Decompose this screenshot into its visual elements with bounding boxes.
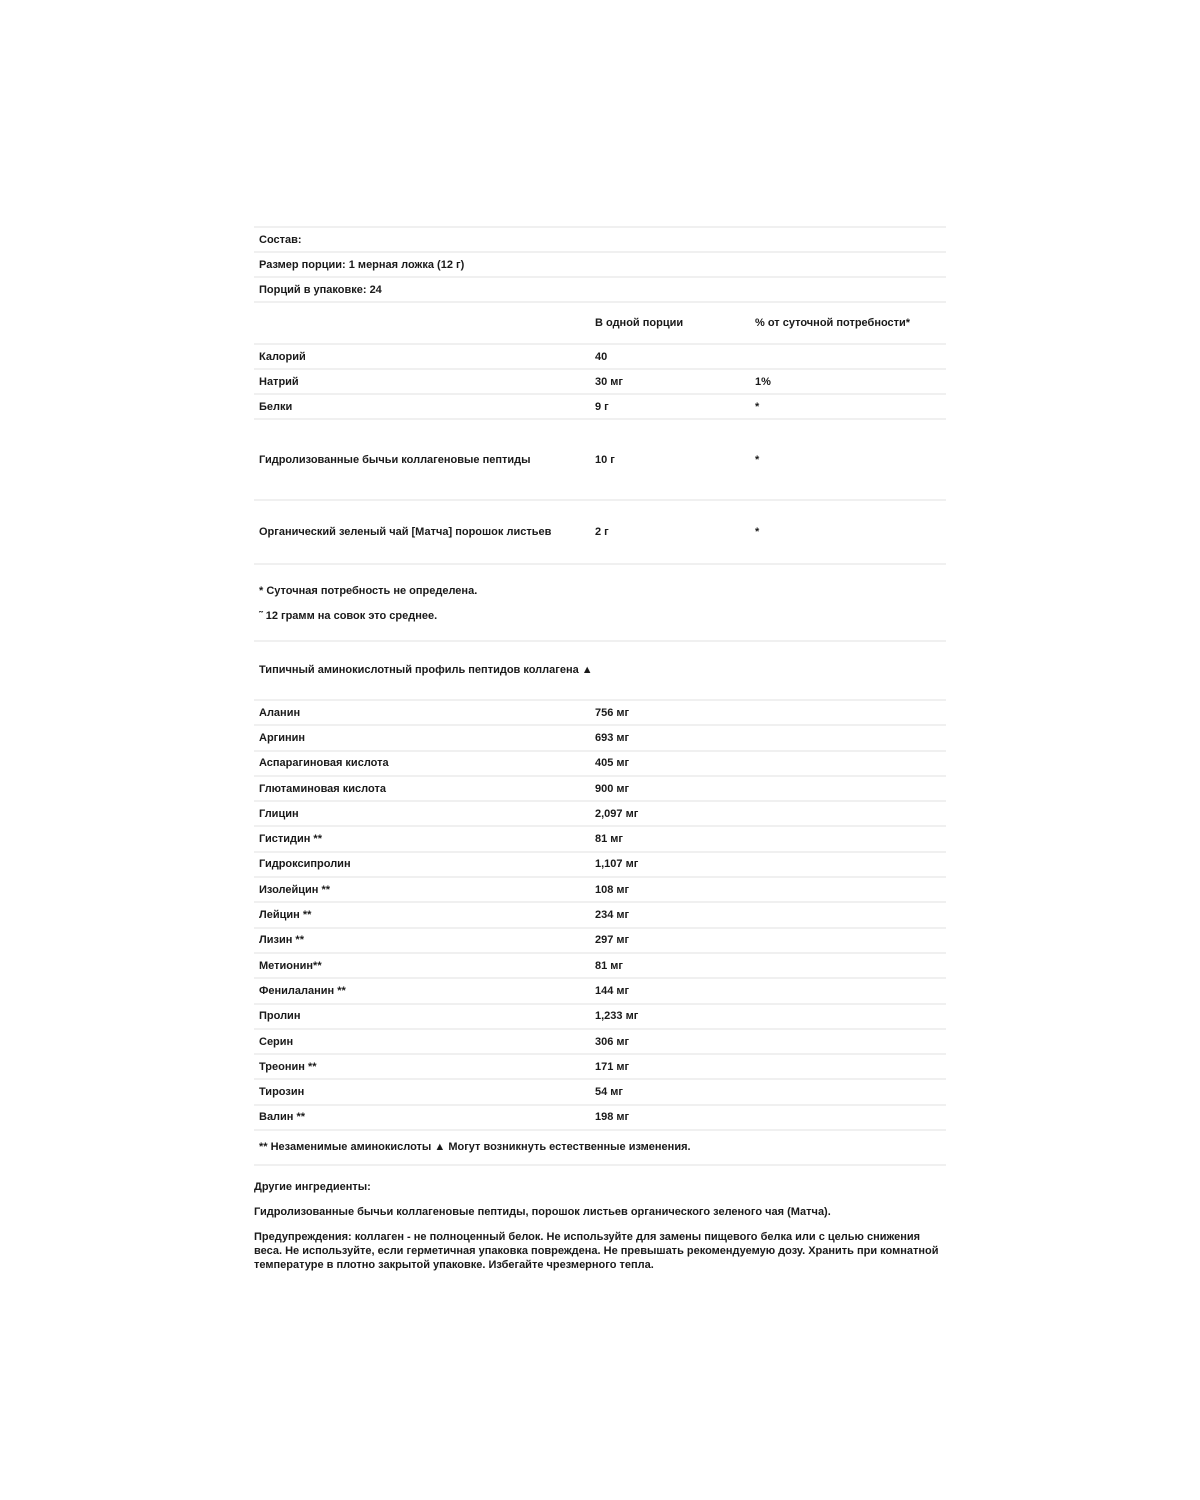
nutrition-row	[254, 343, 946, 368]
nutrient-name: Белки	[259, 400, 293, 413]
nutrient-name: Органический зеленый чай [Матча] порошок листьев	[259, 526, 552, 538]
amino-amount: 297 мг	[595, 934, 630, 947]
amino-name: Лизин **	[259, 934, 304, 947]
amino-name: Глютаминовая кислота	[259, 782, 386, 795]
amino-amount: 108 мг	[595, 883, 630, 896]
nutrition-row	[254, 499, 946, 563]
header-per-serving: В одной порции	[595, 317, 684, 329]
amino-row	[254, 800, 946, 825]
amino-table	[254, 699, 946, 1129]
amino-row	[254, 1104, 946, 1129]
serving-size: Размер порции: 1 мерная ложка (12 г)	[259, 258, 465, 271]
amino-amount: 198 мг	[595, 1111, 630, 1124]
amino-name: Тирозин	[259, 1086, 305, 1099]
nutrient-dv: 1%	[755, 375, 771, 388]
servings-per-container: Порций в упаковке: 24	[259, 283, 382, 296]
nutrition-header-row	[254, 301, 946, 343]
nutrient-amount: 9 г	[595, 400, 609, 413]
amino-profile-title: Типичный аминокислотный профиль пептидов коллагена ▲	[259, 664, 593, 676]
amino-row	[254, 1028, 946, 1053]
amino-amount: 171 мг	[595, 1060, 630, 1073]
amino-name: Валин **	[259, 1111, 306, 1124]
note-daily-value: * Суточная потребность не определена.	[259, 585, 478, 597]
nutrient-amount: 10 г	[595, 453, 615, 466]
amino-row	[254, 901, 946, 926]
amino-amount: 1,107 мг	[595, 858, 639, 871]
amino-name: Изолейцин **	[259, 883, 331, 896]
amino-amount: 306 мг	[595, 1035, 630, 1048]
amino-profile-title-row	[254, 640, 946, 699]
nutrient-dv: *	[755, 400, 760, 413]
amino-amount: 900 мг	[595, 782, 630, 795]
nutrient-amount: 30 мг	[595, 375, 624, 388]
nutrition-row	[254, 418, 946, 499]
amino-name: Гистидин **	[259, 833, 322, 846]
nutrition-row	[254, 393, 946, 418]
amino-row	[254, 876, 946, 901]
amino-row	[254, 1003, 946, 1028]
nutrition-notes	[254, 563, 946, 640]
other-ingredients: Гидролизованные бычьи коллагеновые пептиды, порошок листьев органического зеленого чая (Матча).	[254, 1206, 831, 1218]
amino-row	[254, 750, 946, 775]
composition-title-row	[254, 226, 946, 251]
amino-amount: 693 мг	[595, 731, 630, 744]
nutrient-name: Натрий	[259, 375, 299, 388]
amino-footnote-row	[254, 1129, 946, 1164]
nutrient-dv: *	[755, 453, 760, 466]
divider	[254, 1164, 946, 1166]
warnings: Предупреждения: коллаген - не полноценный белок. Не используйте для замены пищевого белка или с целью снижения веса. Не используйте, если герметичная упаковка повреждена. Не превышать рекомендуемую дозу. Хранить при комнатной температуре в плотно закрытой упаковке. Избегайте чрезмерного тепла.	[254, 1231, 939, 1271]
header-daily-value: % от суточной потребности*	[755, 317, 911, 329]
amino-name: Серин	[259, 1035, 294, 1048]
amino-row	[254, 825, 946, 850]
amino-name: Метионин**	[259, 959, 322, 972]
amino-amount: 1,233 мг	[595, 1010, 639, 1023]
amino-name: Аргинин	[259, 731, 306, 744]
amino-amount: 144 мг	[595, 984, 630, 997]
note-scoop: ˜ 12 грамм на совок это среднее.	[259, 610, 438, 622]
nutrient-dv: *	[755, 526, 760, 538]
amino-row	[254, 851, 946, 876]
amino-name: Гидроксипролин	[259, 858, 351, 871]
nutrient-name: Гидролизованные бычьи коллагеновые пептиды	[259, 453, 531, 466]
other-ingredients-title: Другие ингредиенты:	[254, 1181, 371, 1193]
nutrient-amount: 40	[595, 350, 608, 363]
other-info	[254, 1180, 946, 1283]
amino-row	[254, 699, 946, 724]
composition-title: Состав:	[259, 233, 302, 246]
amino-row	[254, 724, 946, 749]
amino-name: Треонин **	[259, 1060, 317, 1073]
serving-size-row	[254, 251, 946, 276]
amino-amount: 2,097 мг	[595, 807, 639, 820]
servings-per-container-row	[254, 276, 946, 301]
amino-row	[254, 977, 946, 1002]
amino-name: Аланин	[259, 706, 301, 719]
amino-amount: 54 мг	[595, 1086, 624, 1099]
amino-name: Аспарагиновая кислота	[259, 757, 389, 770]
amino-row	[254, 775, 946, 800]
amino-amount: 756 мг	[595, 706, 630, 719]
amino-row	[254, 1053, 946, 1078]
amino-name: Пролин	[259, 1010, 301, 1023]
supplement-facts-panel	[254, 226, 946, 1166]
nutrient-amount: 2 г	[595, 526, 609, 538]
nutrient-name: Калорий	[259, 350, 306, 363]
nutrition-row	[254, 368, 946, 393]
amino-amount: 81 мг	[595, 959, 624, 972]
amino-row	[254, 1078, 946, 1103]
amino-amount: 234 мг	[595, 909, 630, 922]
amino-name: Лейцин **	[259, 909, 312, 922]
amino-name: Глицин	[259, 807, 299, 820]
amino-row	[254, 927, 946, 952]
amino-footnote: ** Незаменимые аминокислоты ▲ Могут возникнуть естественные изменения.	[259, 1141, 691, 1154]
amino-amount: 405 мг	[595, 757, 630, 770]
amino-row	[254, 952, 946, 977]
amino-amount: 81 мг	[595, 833, 624, 846]
amino-name: Фенилаланин **	[259, 984, 346, 997]
